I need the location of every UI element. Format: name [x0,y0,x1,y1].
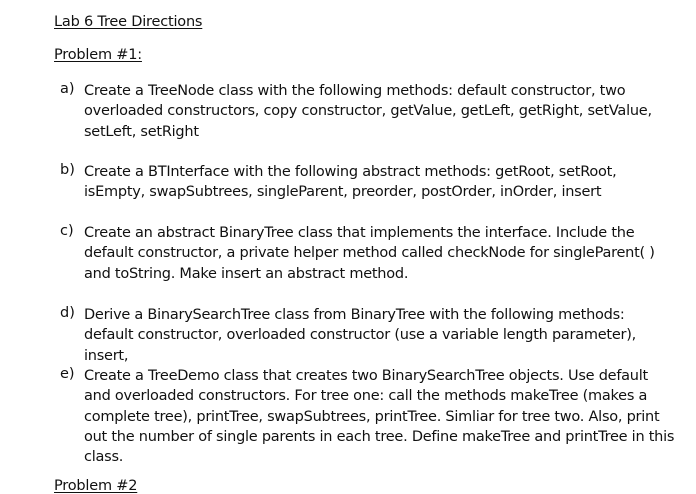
list-marker: a) [60,81,75,97]
list-marker: e) [60,366,75,382]
document-title: Lab 6 Tree Directions [54,14,203,30]
list-item-text: Derive a BinarySearchTree class from BinaryTree with the following methods: default constructor, overloaded constructor (use a variable length parameter), insert, [84,307,637,364]
list-item-text: Create an abstract BinaryTree class that implements the interface. Include the default constructor, a private helper method called checkNode for singleParent( ) and toString. Make insert an abstract method. [84,225,655,282]
list-marker: b) [60,162,75,178]
problem-1-heading: Problem #1: [54,47,142,63]
list-item-text: Create a TreeNode class with the following methods: default constructor, two overloaded constructors, copy constructor, getValue, getLeft, getRight, setValue, setLeft, setRight [84,83,652,140]
problem-2-heading: Problem #2 [54,478,138,494]
list-marker: d) [60,305,75,321]
list-item-text: Create a TreeDemo class that creates two BinarySearchTree objects. Use default and overloaded constructors. For tree one: call the methods makeTree (makes a complete tree), printTree, swapSubtrees, printTree. Simliar for tree two. Also, print out the number of single parents in each tree. Define makeTree and printTree in this class. [84,368,675,466]
list-marker: c) [60,223,74,239]
list-item-text: Create a BTInterface with the following abstract methods: getRoot, setRoot, isEmpty, swapSubtrees, singleParent, preorder, postOrder, inOrder, insert [84,164,617,201]
